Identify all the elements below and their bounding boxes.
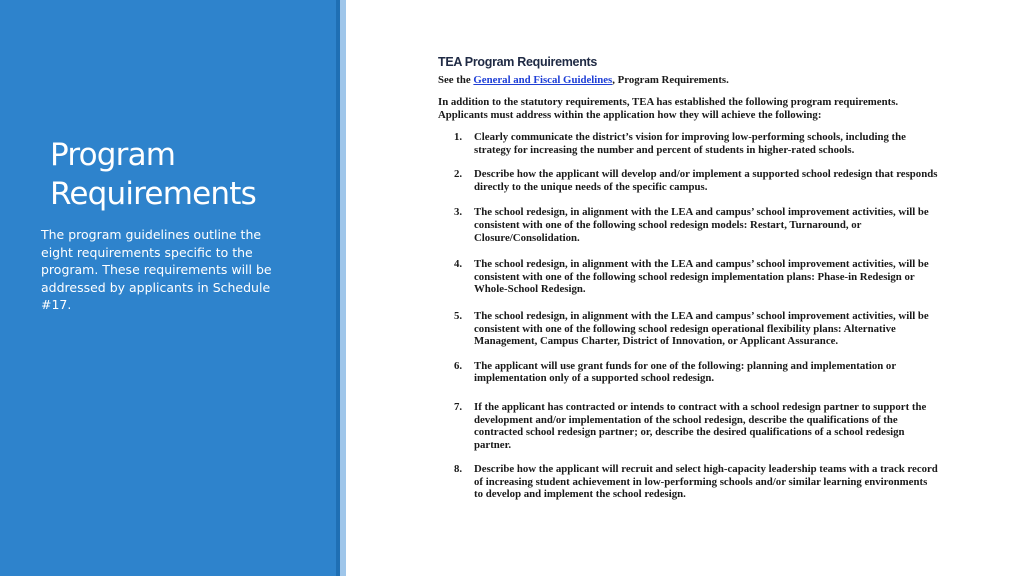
guidelines-link[interactable]: General and Fiscal Guidelines [473, 74, 613, 86]
requirement-item [438, 131, 938, 156]
see-prefix: See the [438, 74, 474, 86]
requirement-text: Clearly communicate the district’s vision for improving low-performing schools, including the strategy for increasing the number and percent of students in higher-rated schools. [474, 131, 906, 156]
requirement-number: 1. [454, 131, 463, 143]
requirement-number: 4. [454, 258, 463, 271]
requirement-number: 8. [454, 463, 463, 476]
slide-title-line-2: Requirements [50, 176, 256, 212]
guidelines-reference [438, 74, 938, 86]
requirement-number: 6. [454, 359, 463, 372]
requirement-text: The school redesign, in alignment with the LEA and campus’ school improvement activities, will be consistent with one of the following school redesign models: Restart, Turnaround, or Closure/Consolidation. [474, 206, 929, 244]
requirement-item [438, 206, 938, 244]
requirement-item [438, 401, 938, 451]
panel-divider-light [340, 0, 346, 576]
see-suffix: , Program Requirements. [612, 74, 729, 86]
requirement-number: 3. [454, 206, 463, 219]
requirement-text: The school redesign, in alignment with the LEA and campus’ school improvement activities, will be consistent with one of the following school redesign operational flexibility plans: Alternative Management, Campus Charter, District of Innovation, or Applicant Assurance. [474, 309, 929, 348]
document-heading: TEA Program Requirements [438, 55, 598, 69]
requirement-item [438, 360, 938, 385]
requirement-number: 7. [454, 400, 463, 413]
requirement-item [438, 463, 938, 501]
requirement-number: 5. [454, 309, 463, 322]
left-title-panel [0, 0, 336, 576]
requirement-text: If the applicant has contracted or intends to contract with a school redesign partner to support the development and/or implementation of the school redesign, describe the qualifications of the contracted school redesign partner; or, describe the desired qualifications of a school redesign partner. [474, 400, 927, 451]
requirement-number: 2. [454, 168, 463, 181]
document-intro: In addition to the statutory requirements, TEA has established the following program requirements. Applicants must address within the application how they will achieve the following: [438, 96, 899, 121]
slide-title [50, 136, 330, 214]
requirement-item [438, 168, 938, 193]
slide-title-line-1: Program [50, 137, 176, 173]
requirement-text: The applicant will use grant funds for one of the following: planning and implementation or implementation only of a supported school redesign. [474, 359, 896, 385]
slide-description: The program guidelines outline the eight requirements specific to the program. These requirements will be addressed by applicants in Schedule #17. [41, 227, 272, 312]
requirement-text: The school redesign, in alignment with the LEA and campus’ school improvement activities, will be consistent with one of the following school redesign implementation plans: Phase-in Redesign or Whole-School Redesign. [474, 258, 929, 296]
requirement-item [438, 310, 938, 348]
requirement-item [438, 258, 938, 296]
requirement-text: Describe how the applicant will develop and/or implement a supported school redesign that responds directly to the unique needs of the specific campus. [474, 168, 938, 193]
requirements-list [438, 131, 938, 501]
requirement-text: Describe how the applicant will recruit and select high-capacity leadership teams with a track record of increasing student achievement in low-performing schools and/or similar learning environments to develop and implement the school redesign. [474, 463, 938, 501]
document-excerpt [438, 55, 938, 513]
